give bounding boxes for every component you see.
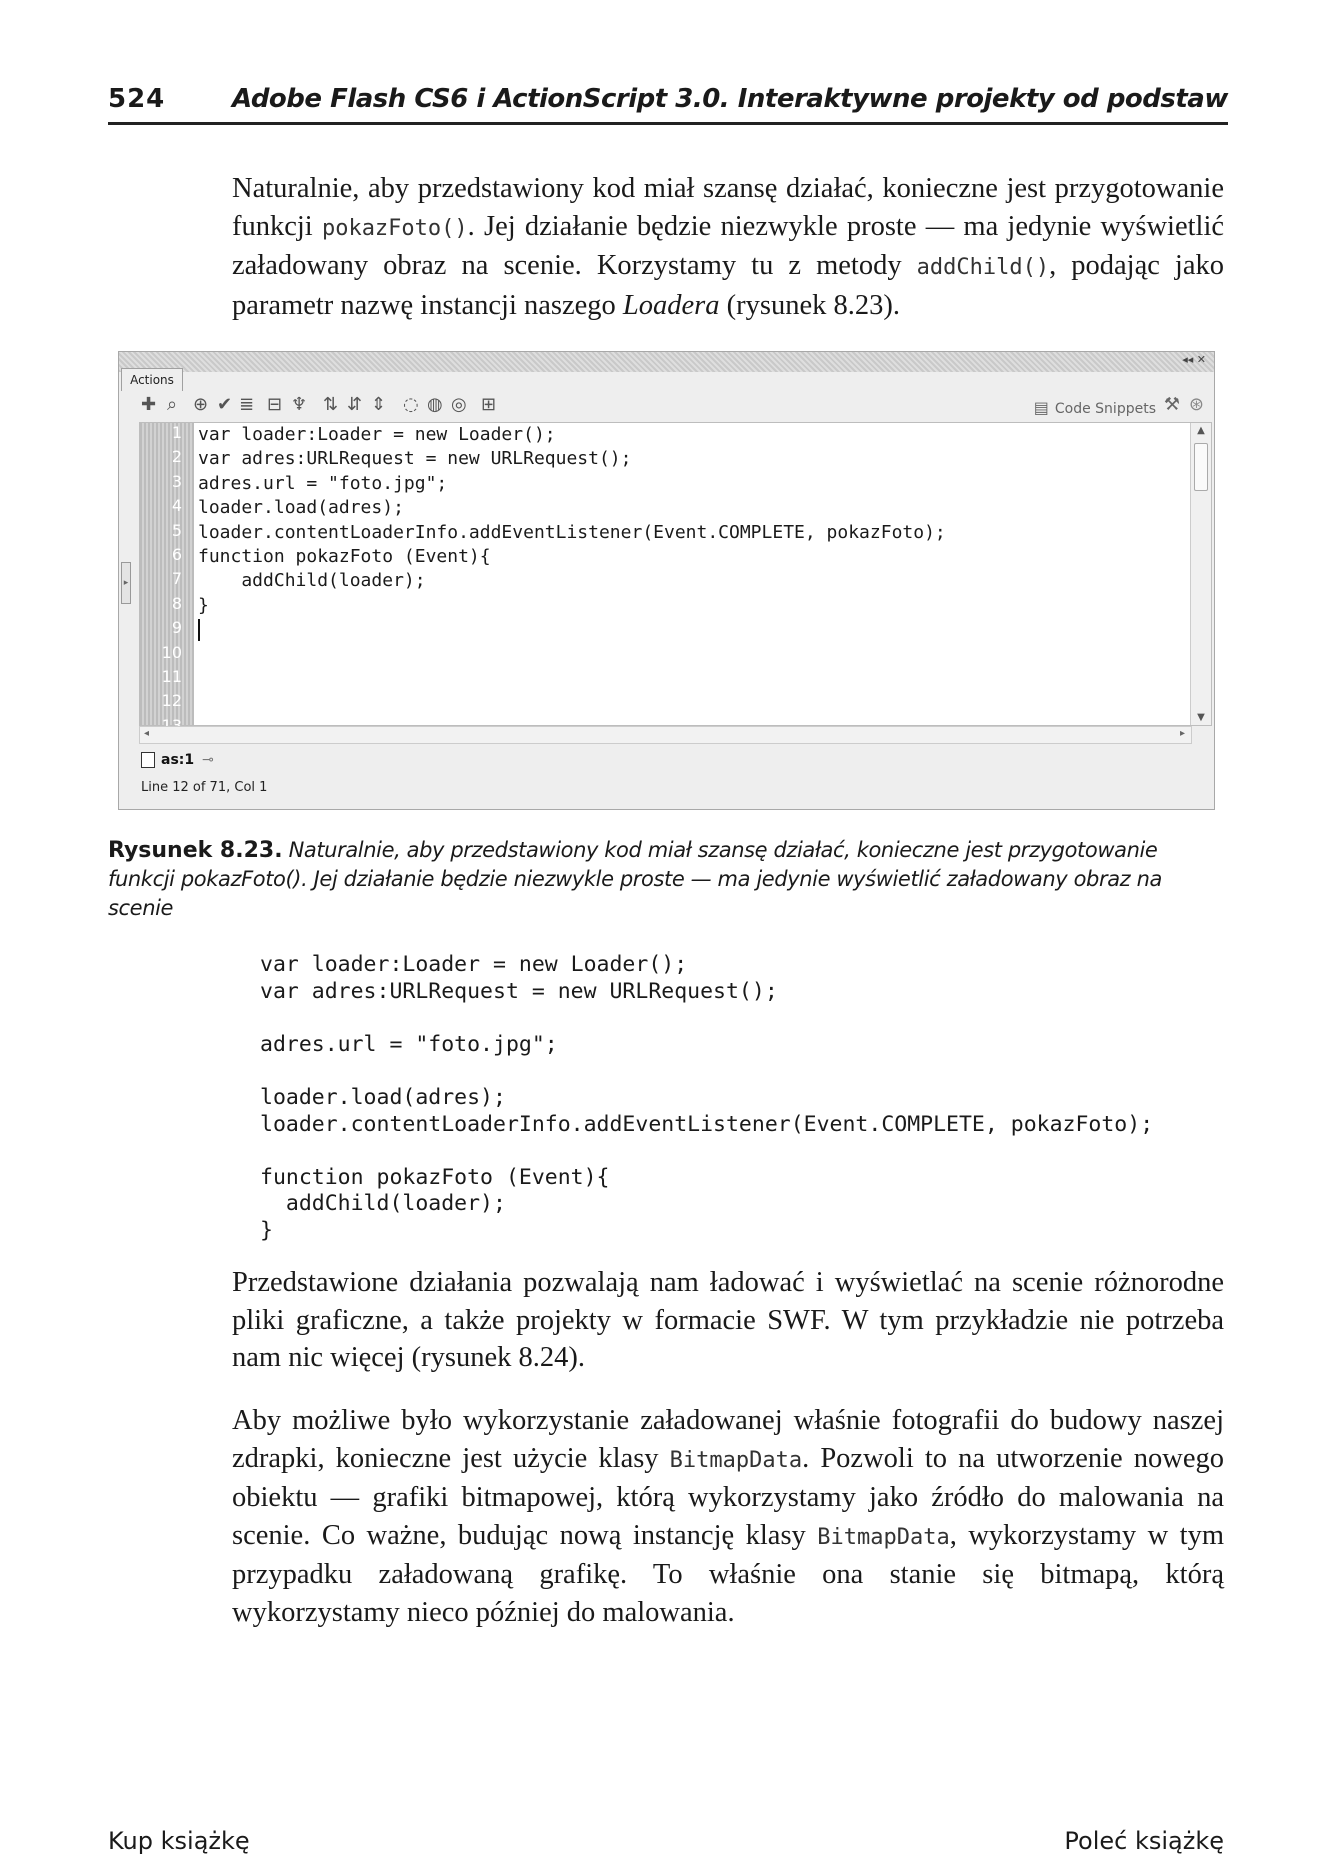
italic-term: Loadera [622,289,720,321]
code-hint-icon[interactable]: ⊟ [267,394,283,415]
text-run: Aby możliwe było wykorzystanie załadowanej właśnie fotografii do budowy naszej zdrapki, konieczne jest użycie klasy [232,1405,1224,1474]
find-icon[interactable]: ⌕ [167,394,178,415]
line-number: 2 [171,447,182,467]
vertical-scrollbar[interactable] [1190,423,1211,725]
text-run: Naturalnie, aby przedstawiony kod miał szansę działać, konieczne jest przygotowanie funkcji [232,173,1224,242]
horizontal-scrollbar[interactable] [139,726,1192,744]
figure-label: Rysunek 8.23. [108,838,283,863]
paragraph-conclusion: Przedstawione działania pozwalają nam ładować i wyświetlać na scenie różnorodne pliki graficzne, a także projekty w formacie SWF. W tym przykładzie nie potrzeba nam nic więcej (rysunek 8.24). [232,1267,1224,1373]
script-tab[interactable] [141,752,214,774]
code-line: loader.load(adres); [198,497,404,519]
pin-script-icon[interactable]: ⊸ [202,752,214,768]
inline-code: pokazFoto() [321,215,468,241]
code-line: addChild(loader); [198,570,426,592]
code-snippets-button[interactable] [1034,398,1156,417]
line-number: 7 [171,569,182,589]
line-number: 4 [171,496,182,516]
panel-window-buttons[interactable]: ◂◂ ✕ [1182,353,1206,366]
line-number: 6 [171,545,182,564]
page-number: 524 [108,84,166,114]
line-number: 8 [171,593,182,613]
code-line: function pokazFoto (Event){ [198,546,491,568]
line-number: 5 [171,520,182,540]
code-snippets-icon: ▤ [1033,398,1049,417]
scroll-down-icon[interactable]: ▼ [1197,712,1205,723]
line-number: 12 [161,691,182,711]
inline-code: BitmapData [669,1447,803,1473]
target-icon[interactable]: ⊕ [193,394,209,415]
show-hide-toolbox-icon[interactable]: ⊞ [481,394,497,415]
script-tab-label: as:1 [161,752,195,768]
paragraph-bitmapdata [232,1402,1224,1631]
book-title: Adobe Flash CS6 i ActionScript 3.0. Interaktywne projekty od podstaw [232,84,1228,114]
code-line-caret [198,618,1178,642]
text-run: . Pozwoli to na utworzenie nowego obiektu — grafiki bitmapowej, którą wykorzystamy jako źródło do malowania na scenie. Co ważne, budując nową instancję klasy [232,1442,1224,1551]
apply-block-comment-icon[interactable]: ◌ [403,394,419,415]
line-number: 1 [171,423,182,442]
inline-code: BitmapData [817,1524,950,1550]
text-run: , podając jako parametr nazwę instancji naszego [232,250,1224,321]
code-listing: var loader:Loader = new Loader(); var adres:URLRequest = new URLRequest(); adres.url = "foto.jpg"; loader.load(adres); loader.contentLoaderInfo.addEventListener(Event.COMPLETE, pokazFoto); function pokazFoto (Event){ addChild(loader); } [260,952,1154,1243]
inline-code: addChild() [916,255,1050,280]
script-file-icon [141,752,155,768]
line-number: 11 [161,667,182,686]
code-line: var adres:URLRequest = new URLRequest(); [198,448,632,470]
line-number-gutter [140,423,194,725]
text-run: , wykorzystamy w tym przypadku załadowaną grafikę. To właśnie ona stanie się bitmapą, którą wykorzystamy nieco później do malowania. [232,1519,1225,1628]
running-header [108,80,1228,125]
scroll-left-icon[interactable]: ◂ [144,728,150,739]
line-number: 3 [171,471,182,491]
debug-options-icon[interactable]: ♆ [291,394,308,415]
actions-toolbar [141,394,1208,420]
paragraph-intro [232,170,1224,324]
expand-all-icon[interactable]: ⇕ [371,394,387,415]
status-bar: Line 12 of 71, Col 1 [141,780,268,795]
code-editor[interactable] [139,422,1212,726]
apply-line-comment-icon[interactable]: ◍ [427,394,443,415]
code-line: } [198,594,209,616]
collapse-between-icon[interactable]: ⇅ [323,394,339,415]
panel-resize-grip[interactable]: ▸ [121,562,131,604]
scroll-thumb[interactable] [1194,443,1208,491]
actions-tab[interactable]: Actions [121,368,183,391]
panel-titlebar [119,352,1214,372]
line-number: 9 [171,618,182,638]
code-line: loader.contentLoaderInfo.addEventListener(Event.COMPLETE, pokazFoto); [198,521,946,543]
code-snippets-label: Code Snippets [1054,401,1156,417]
buy-book-link[interactable]: Kup książkę [108,1827,250,1855]
text-run: . Jej działanie będzie niezwykle proste — ma jedynie wyświetlić załadowany obraz na scenie. Korzystamy tu z metody [232,210,1225,281]
code-text[interactable] [198,423,1178,643]
figure-caption [108,836,1228,923]
code-line: var loader:Loader = new Loader(); [198,424,556,445]
remove-comment-icon[interactable]: ◎ [451,394,467,415]
caption-text: Naturalnie, aby przedstawiony kod miał szansę działać, konieczne jest przygotowanie funkcji pokazFoto(). Jej działanie będzie niezwykle proste — ma jedynie wyświetlić załadowany obraz na scenie [108,838,1162,920]
help-icon[interactable]: ⊛ [1188,394,1204,415]
scroll-up-icon[interactable]: ▲ [1197,425,1205,436]
collapse-selection-icon[interactable]: ⇵ [347,394,363,415]
actions-panel-screenshot [118,351,1215,810]
text-caret [198,619,200,641]
add-statement-icon[interactable]: ✚ [141,394,157,415]
wand-icon[interactable]: ⚒ [1163,394,1180,415]
recommend-book-link[interactable]: Poleć książkę [1064,1827,1224,1855]
code-line: adres.url = "foto.jpg"; [198,472,448,494]
line-number: 10 [161,642,182,662]
text-run: (rysunek 8.23). [719,289,900,321]
auto-format-icon[interactable]: ≣ [239,394,255,415]
check-syntax-icon[interactable]: ✔ [217,394,233,415]
scroll-right-icon[interactable]: ▸ [1179,728,1185,739]
